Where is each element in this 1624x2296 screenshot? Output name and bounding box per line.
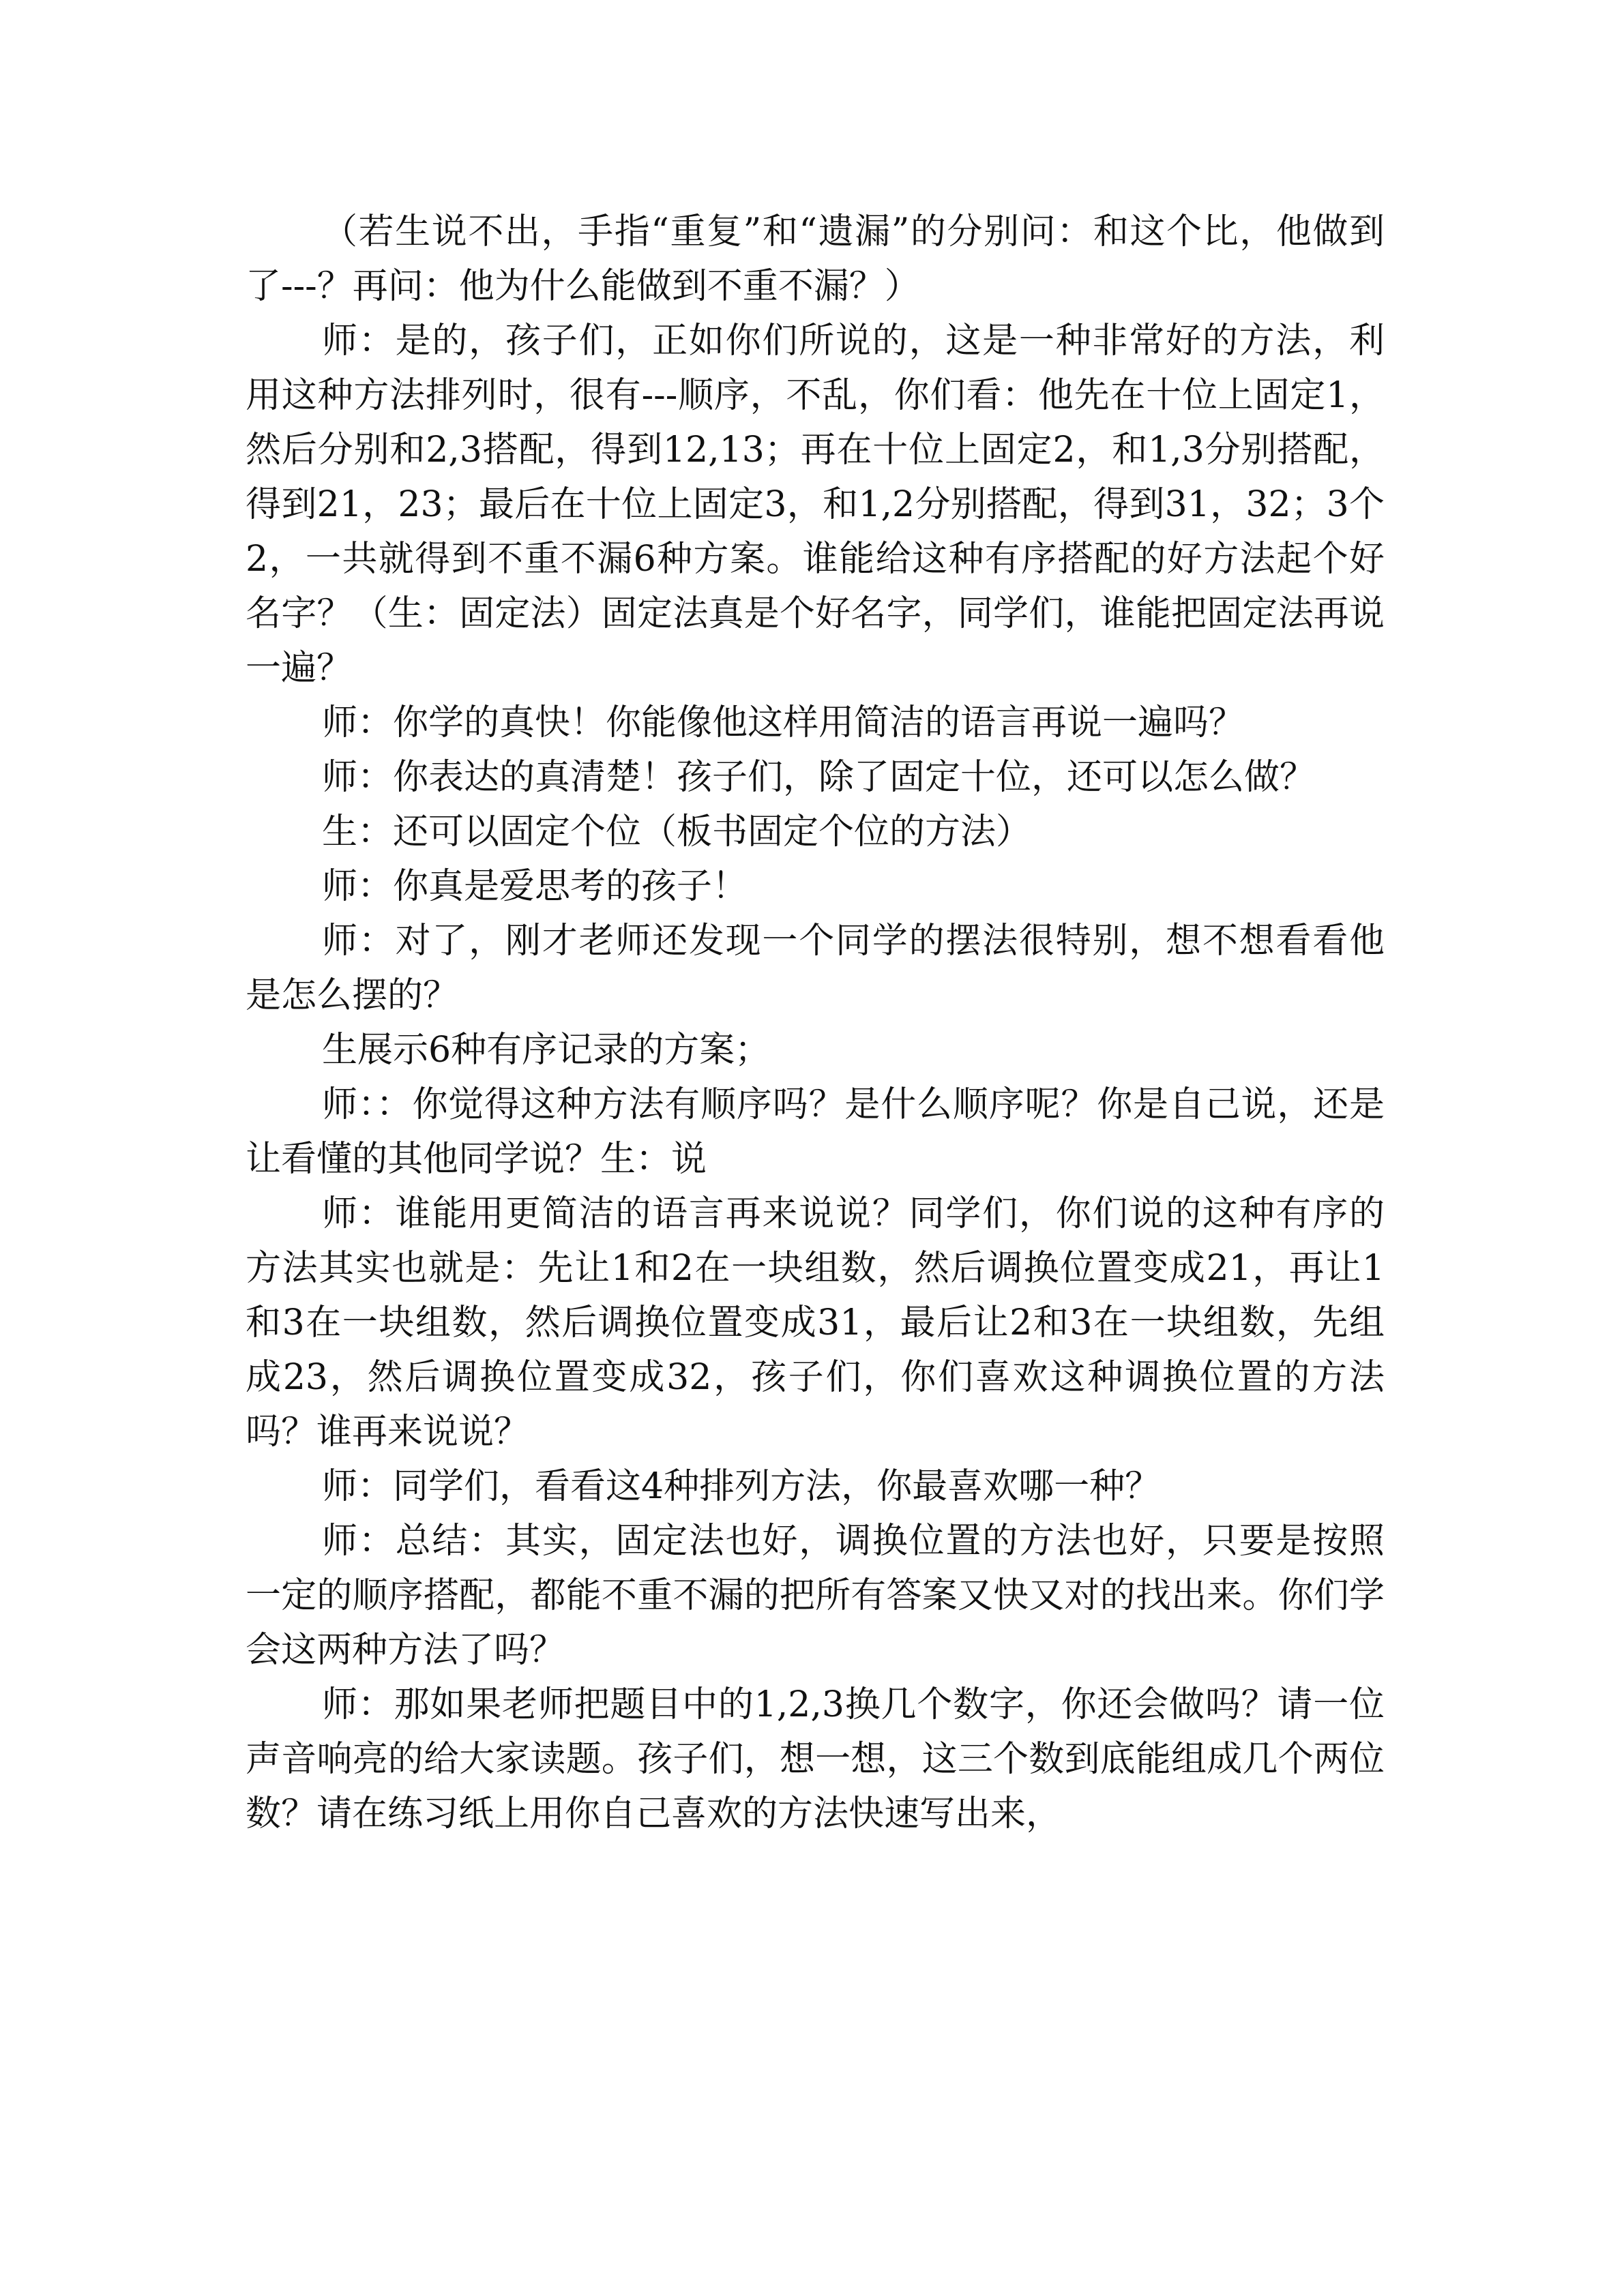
paragraph-8: 生展示6种有序记录的方案； (322, 1030, 771, 1071)
paragraph-1: （若生说不出，手指“重复”和“遗漏”的分别问：和这个比，他做到了---？再问：他为什么能做到不重不漏？） (246, 211, 1385, 307)
paragraph-11: 师：同学们，看看这4种排列方法，你最喜欢哪一种？ (322, 1466, 1161, 1507)
paragraph-12: 师：总结：其实，固定法也好，调换位置的方法也好，只要是按照一定的顺序搭配，都能不重不漏的把所有答案又快又对的找出来。你们学会这两种方法了吗？ (246, 1521, 1385, 1671)
paragraph-13: 师：那如果老师把题目中的1,2,3换几个数字，你还会做吗？请一位声音响亮的给大家读题。孩子们，想一想，这三个数到底能组成几个两位数？请在练习纸上用你自己喜欢的方法快速写出来， (246, 1684, 1385, 1834)
document-page (246, 205, 1385, 1841)
paragraph-2: 师：是的，孩子们，正如你们所说的，这是一种非常好的方法，利用这种方法排列时，很有---顺序，不乱，你们看：他先在十位上固定1，然后分别和2,3搭配，得到12,13；再在十位上固定2，和1,3分别搭配，得到21，23；最后在十位上固定3，和1,2分别搭配，得到31，32；3个2，一共就得到不重不漏6种方案。谁能给这种有序搭配的好方法起个好名字？（生：固定法）固定法真是个好名字，同学们，谁能把固定法再说一遍？ (246, 320, 1385, 689)
paragraph-4: 师：你表达的真清楚！孩子们，除了固定十位，还可以怎么做？ (322, 757, 1316, 798)
paragraph-6: 师：你真是爱思考的孩子！ (322, 866, 748, 907)
paragraph-10: 师：谁能用更简洁的语言再来说说？同学们，你们说的这种有序的方法其实也就是：先让1和2在一块组数，然后调换位置变成21，再让1和3在一块组数，然后调换位置变成31，最后让2和3在一块组数，先组成23，然后调换位置变成32，孩子们，你们喜欢这种调换位置的方法吗？谁再来说说？ (246, 1193, 1385, 1452)
paragraph-7: 师：对了，刚才老师还发现一个同学的摆法很特别，想不想看看他是怎么摆的？ (246, 921, 1385, 1016)
paragraph-3: 师：你学的真快！你能像他这样用简洁的语言再说一遍吗？ (322, 702, 1245, 743)
paragraph-9: 师：：你觉得这种方法有顺序吗？是什么顺序呢？你是自己说，还是让看懂的其他同学说？生：说 (246, 1084, 1385, 1180)
paragraph-5: 生：还可以固定个位（板书固定个位的方法） (322, 811, 1032, 852)
